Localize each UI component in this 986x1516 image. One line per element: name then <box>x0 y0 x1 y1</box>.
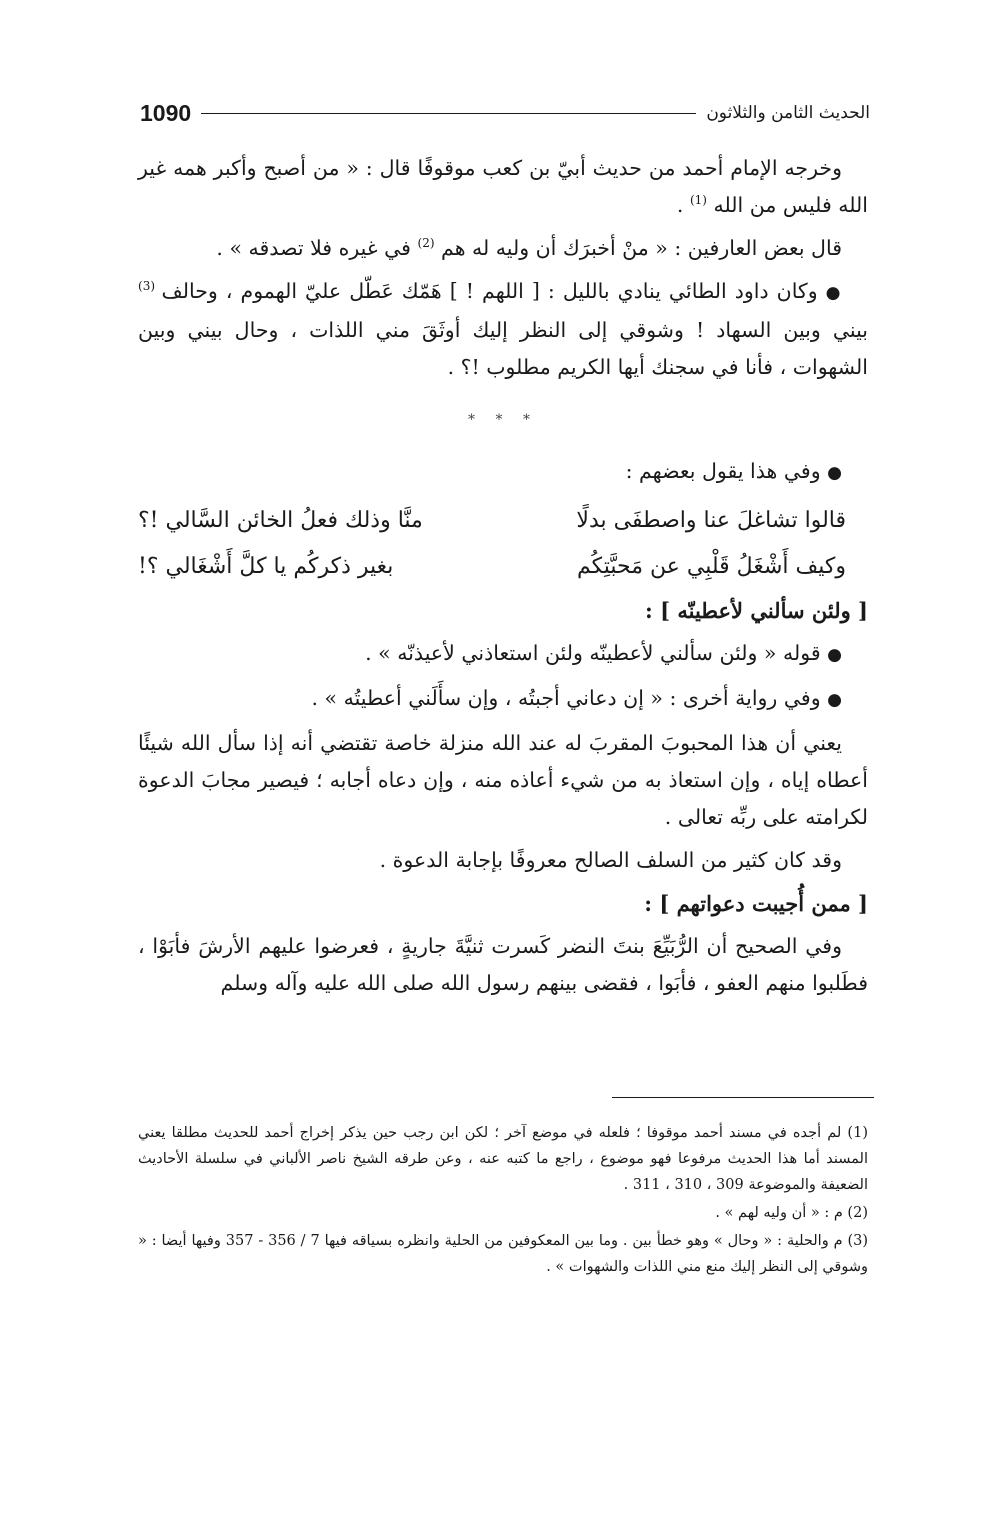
bullet-icon: ● <box>827 690 842 710</box>
verse-1-second-half: منَّا وذلك فعلُ الخائن السَّالي !؟ <box>138 508 423 533</box>
footnote-ref-2: (2) <box>417 236 435 251</box>
paragraph-1-end: . <box>676 193 690 217</box>
bullet-icon: ● <box>827 463 842 483</box>
paragraph-4 <box>138 453 868 492</box>
paragraph-4-text: وفي هذا يقول بعضهم : <box>625 459 821 483</box>
paragraph-2-end: في غيره فلا تصدقه » . <box>216 236 418 260</box>
section-heading-2: [ ممن أُجيبت دعواتهم ] : <box>644 891 868 916</box>
footnote-2: (2) م : « أن وليه لهم » . <box>715 1205 868 1221</box>
footnote-separator <box>612 1097 874 1098</box>
section-heading-1: [ ولئن سألني لأعطينّه ] : <box>645 598 868 623</box>
verse-1-first-half: قالوا تشاغلَ عنا واصطفَى بدلًا <box>576 508 846 533</box>
paragraph-6-text: وفي رواية أخرى : « إن دعاني أجبتُه ، وإن سأَلَني أعطيتُه » . <box>311 686 821 710</box>
page-number: 1090 <box>140 99 192 126</box>
paragraph-9: وفي الصحيح أن الرُّبَيِّعَ بنتَ النضر كَسرت ثنيَّةَ جاريةٍ ، فعرضوا عليهم الأرشَ فأبَوْا ، فطَلبوا منهم العفو ، فأبَوا ، فقضى بينهم رسول الله صلى الله عليه وآله وسلم <box>138 934 868 995</box>
bullet-icon: ● <box>825 283 842 303</box>
paragraph-1-text: وخرجه الإمام أحمد من حديث أبيّ بن كعب موقوفًا قال : « من أصبح وأكبر همه غير الله فليس من الله <box>138 156 868 217</box>
paragraph-2 <box>138 230 868 267</box>
paragraph-7: يعني أن هذا المحبوبَ المقربَ له عند الله منزلة خاصة تقتضي أنه إذا سأل الله شيئًا أعطاه إياه ، وإن استعاذ به من شيء أعاذه منه ، وإن دعاه أجابه ؛ فيصير مجابَ الدعوة لكرامته على ربِّه تعالى . <box>138 731 868 829</box>
page-header <box>140 96 870 130</box>
paragraph-1 <box>138 150 868 224</box>
main-text <box>138 150 868 1008</box>
paragraph-3-text-b: بيني وبين السهاد ! وشوقي إلى النظر إليك أوثَقَ مني اللذات ، وحال بيني وبين الشهوات ، فأنا في سجنك أيها الكريم مطلوب !؟ . <box>138 318 868 379</box>
verse-2-first-half: وكيف أَشْغَلُ قَلْبِي عن مَحبَّتِكُم <box>576 554 846 579</box>
footnote-ref-3: (3) <box>138 279 156 294</box>
footnotes <box>138 1120 868 1282</box>
footnote-ref-1: (1) <box>689 193 707 208</box>
paragraph-5 <box>138 635 868 674</box>
paragraph-6 <box>138 680 868 719</box>
verse-line-2 <box>138 544 868 590</box>
paragraph-8: وقد كان كثير من السلف الصالح معروفًا بإجابة الدعوة . <box>379 848 842 872</box>
paragraph-3-text-a: وكان داود الطائي ينادي بالليل : [ اللهم ! ] هَمّك عَطّل عليّ الهموم ، وحالف <box>161 279 818 303</box>
paragraph-2-text: قال بعض العارفين : « منْ أخبرَك أن وليه له هم <box>441 236 842 260</box>
verse-line-1 <box>138 498 868 544</box>
section-separator: * * * <box>468 412 538 428</box>
bullet-icon: ● <box>827 645 842 665</box>
footnote-1: (1) لم أجده في مسند أحمد موقوفا ؛ فلعله في موضع آخر ؛ لكن ابن رجب حين يذكر إخراج أحمد للحديث مطلقا يعني المسند أما هذا الحديث مرفوعا فهو موضوع ، راجع ما كتبه عنه ، وعن طرقه الشيخ ناصر الألباني في سلسلة الأحاديث الضعيفة والموضوعة 309 ، 310 ، 311 . <box>138 1125 868 1193</box>
paragraph-3 <box>138 273 868 386</box>
header-rule <box>201 113 696 114</box>
footnote-3: (3) م والحلية : « وحال » وهو خطأ بين . وما بين المعكوفين من الحلية وانظره بسياقه فيها 7 / 356 - 357 وفيها أيضا : « وشوقي إلى النظر إليك منع مني اللذات والشهوات » . <box>138 1233 869 1275</box>
running-title: الحديث الثامن والثلاثون <box>706 103 870 123</box>
verse-2-second-half: بغير ذكركُم يا كلَّ أَشْغَالي ؟! <box>138 554 394 579</box>
paragraph-5-text: قوله « ولئن سألني لأعطينّه ولئن استعاذني لأعيذنّه » . <box>365 641 821 665</box>
